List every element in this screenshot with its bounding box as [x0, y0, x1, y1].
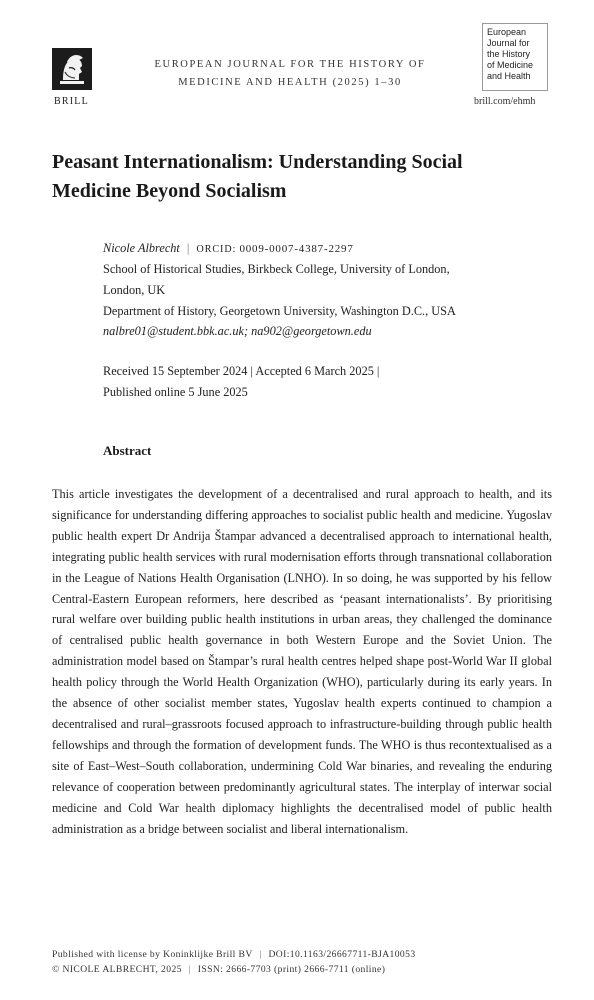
publication-dates	[103, 361, 563, 403]
orcid-label: ORCID:	[196, 244, 237, 255]
footer-line1	[52, 947, 552, 962]
journal-box-line: the History	[487, 49, 531, 59]
affiliation-1-line1: School of Historical Studies, Birkbeck College, University of London,	[103, 262, 450, 276]
issn: ISSN: 2666-7703 (print) 2666-7711 (online)	[197, 964, 386, 975]
affiliation-2: Department of History, Georgetown University, Washington D.C., USA	[103, 304, 456, 318]
publisher-name: BRILL	[54, 96, 89, 107]
affiliation-1-line2: London, UK	[103, 283, 166, 297]
brill-logo	[52, 48, 92, 90]
separator: |	[259, 949, 262, 960]
journal-header-line2: MEDICINE AND HEALTH (2025) 1–30	[178, 77, 402, 88]
journal-box-line: Journal for	[487, 38, 530, 48]
dates-line1: Received 15 September 2024 | Accepted 6 March 2025 |	[103, 364, 380, 378]
separator: |	[188, 964, 191, 975]
footer	[52, 947, 552, 977]
author-name: Nicole Albrecht	[103, 241, 180, 255]
article-title	[52, 148, 552, 206]
journal-title-box	[482, 23, 548, 91]
dates-line2: Published online 5 June 2025	[103, 385, 248, 399]
journal-box-line: European	[487, 27, 527, 37]
license-text: Published with license by Koninklijke Brill BV	[52, 949, 253, 960]
abstract-heading: Abstract	[103, 443, 152, 458]
footer-line2	[52, 962, 552, 977]
orcid-id[interactable]: 0009-0007-4387-2297	[239, 243, 354, 255]
author-line	[103, 238, 563, 260]
journal-url[interactable]: brill.com/ehmh	[474, 96, 536, 107]
affiliation-1	[103, 259, 563, 301]
doi[interactable]: DOI:10.1163/26667711-BJA10053	[268, 949, 416, 960]
abstract-text: This article investigates the development of a decentralised and rural approach to health, and its significance for understanding differing approaches to socialist public health and medicine. Yugoslav public health expert Dr Andrija Štampar advanced a decentralised approach to international health, integrating public health services with rural modernisation efforts through transnational collaboration in the League of Nations Health Organisation (LNHO). In so doing, he was supported by his fellow Central-Eastern European reformers, here described as ‘peasant internationalists’. By prioritising rural welfare over building public health institutions in urban areas, they challenged the dominance of centralised public health governance in both Western Europe and the Soviet Union. The administration model based on Štampar’s rural health centres helped shape post-World War II global health policy through the World Health Organization (WHO), particularly during its early years. In the absence of other socialist member states, Yugoslav health experts continued to champion a decentralised and rural–grassroots focused approach to infrastructure-building through public health fellowships and through the formation of development funds. The WHO is thus recontextualised as a site of East–West–South collaboration, undermining Cold War binaries, and revealing the enduring relevance of cooperation between predominantly agricultural states. The interplay of interwar social medicine and Cold War health diplomacy highlights the decentralised model of public health administration as a bridge between socialist and liberal internationalism.	[52, 487, 552, 836]
journal-header	[140, 56, 440, 92]
separator: |	[186, 241, 190, 255]
copyright: © NICOLE ALBRECHT, 2025	[52, 964, 182, 975]
helmeted-head-icon	[55, 50, 89, 88]
title-line2: Medicine Beyond Socialism	[52, 180, 287, 202]
title-line1: Peasant Internationalism: Understanding Social	[52, 151, 463, 173]
author-emails[interactable]: nalbre01@student.bbk.ac.uk; na902@georgetown.edu	[103, 324, 372, 338]
journal-box-line: of Medicine	[487, 60, 534, 70]
journal-header-line1: EUROPEAN JOURNAL FOR THE HISTORY OF	[154, 59, 426, 70]
journal-box-line: and Health	[487, 71, 531, 81]
